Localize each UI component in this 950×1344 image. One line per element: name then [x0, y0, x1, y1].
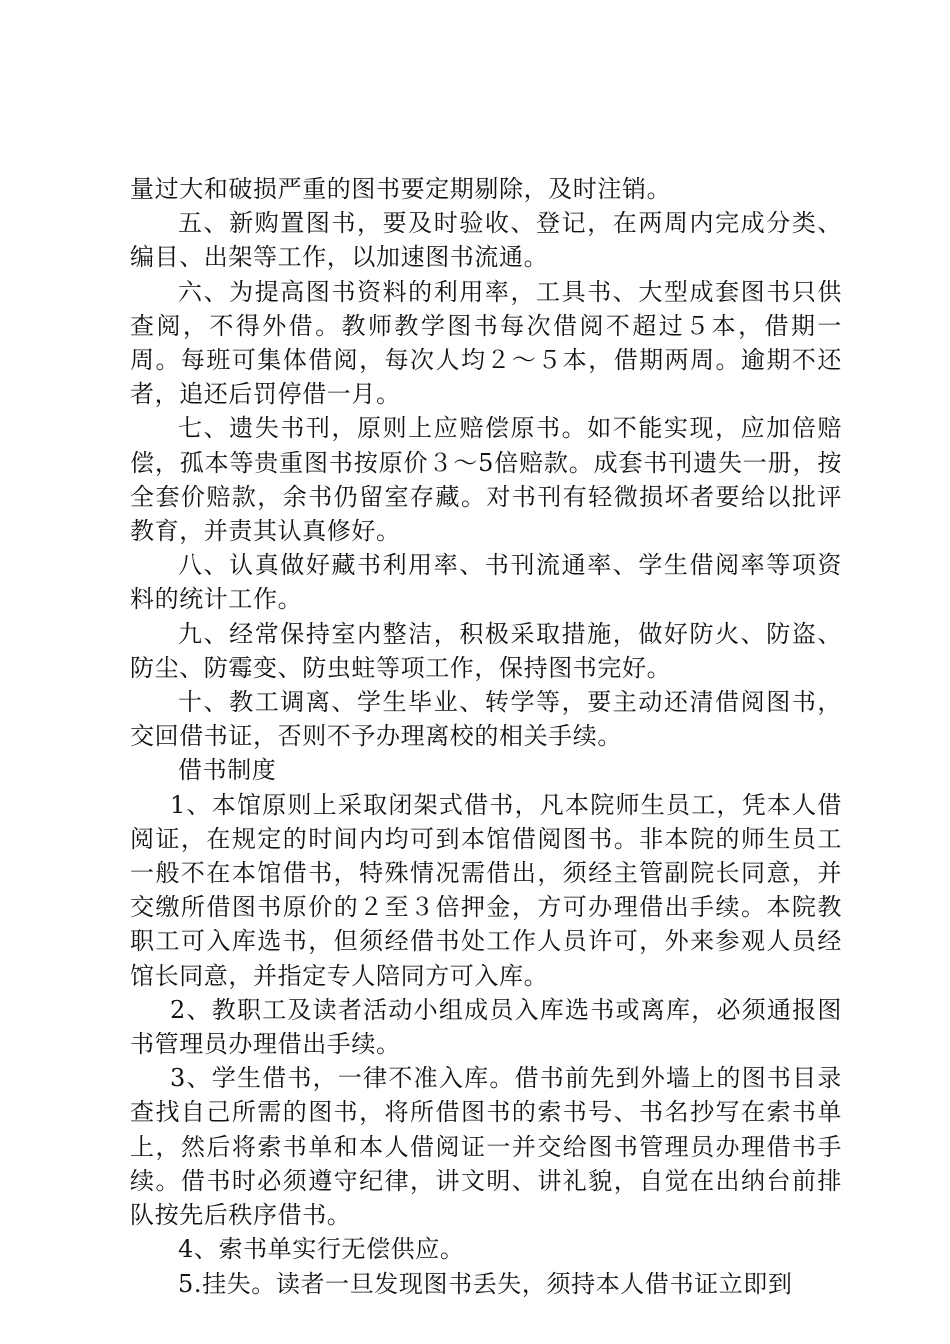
paragraph-rule-5: 五、新购置图书，要及时验收、登记，在两周内完成分类、编目、出架等工作，以加速图书流通。	[130, 209, 842, 272]
paragraph-borrow-3: 3、学生借书，一律不准入库。借书前先到外墙上的图书目录查找自己所需的图书，将所借图书的索书号、书名抄写在索书单上，然后将索书单和本人借阅证一并交给图书管理员办理借书手续。借书时必须遵守纪律，讲文明、讲礼貌，自觉在出纳台前排队按先后秩序借书。	[130, 1064, 842, 1230]
paragraph-borrow-5: 5.挂失。读者一旦发现图书丢失，须持本人借书证立即到	[178, 1269, 793, 1298]
paragraph-borrow-4: 4、索书单实行无偿供应。	[178, 1235, 465, 1264]
paragraph-borrow-2: 2、教职工及读者活动小组成员入库选书或离库，必须通报图书管理员办理借出手续。	[130, 995, 842, 1059]
paragraph-borrow-1: 1、本馆原则上采取闭架式借书，凡本院师生员工，凭本人借阅证，在规定的时间内均可到本馆借阅图书。非本院的师生员工一般不在本馆借书，特殊情况需借出，须经主管副院长同意，并交缴所借图书原价的２至３倍押金，方可办理借出手续。本院教职工可入库选书，但须经借书处工作人员许可，外来参观人员经馆长同意，并指定专人陪同方可入库。	[130, 790, 842, 990]
paragraph-rule-6: 六、为提高图书资料的利用率，工具书、大型成套图书只供查阅，不得外借。教师教学图书每次借阅不超过５本，借期一周。每班可集体借阅，每次人均２～５本，借期两周。逾期不还者，追还后罚停借一月。	[130, 277, 842, 409]
paragraph-rule-7: 七、遗失书刊，原则上应赔偿原书。如不能实现，应加倍赔偿，孤本等贵重图书按原价３～5倍赔款。成套书刊遗失一册，按全套价赔款，余书仍留室存藏。对书刊有轻微损坏者要给以批评教育，并责其认真修好。	[130, 414, 842, 546]
section-heading-borrowing-rules: 借书制度	[178, 756, 277, 785]
paragraph-rule-9: 九、经常保持室内整洁，积极采取措施，做好防火、防盗、防尘、防霉变、防虫蛀等项工作，保持图书完好。	[130, 619, 842, 682]
paragraph-continuation: 量过大和破损严重的图书要定期剔除，及时注销。	[130, 175, 672, 203]
document-body	[130, 172, 842, 1301]
paragraph-rule-10: 十、教工调离、学生毕业、转学等，要主动还清借阅图书，交回借书证，否则不予办理离校的相关手续。	[130, 688, 842, 751]
paragraph-rule-8: 八、认真做好藏书利用率、书刊流通率、学生借阅率等项资料的统计工作。	[130, 551, 842, 614]
